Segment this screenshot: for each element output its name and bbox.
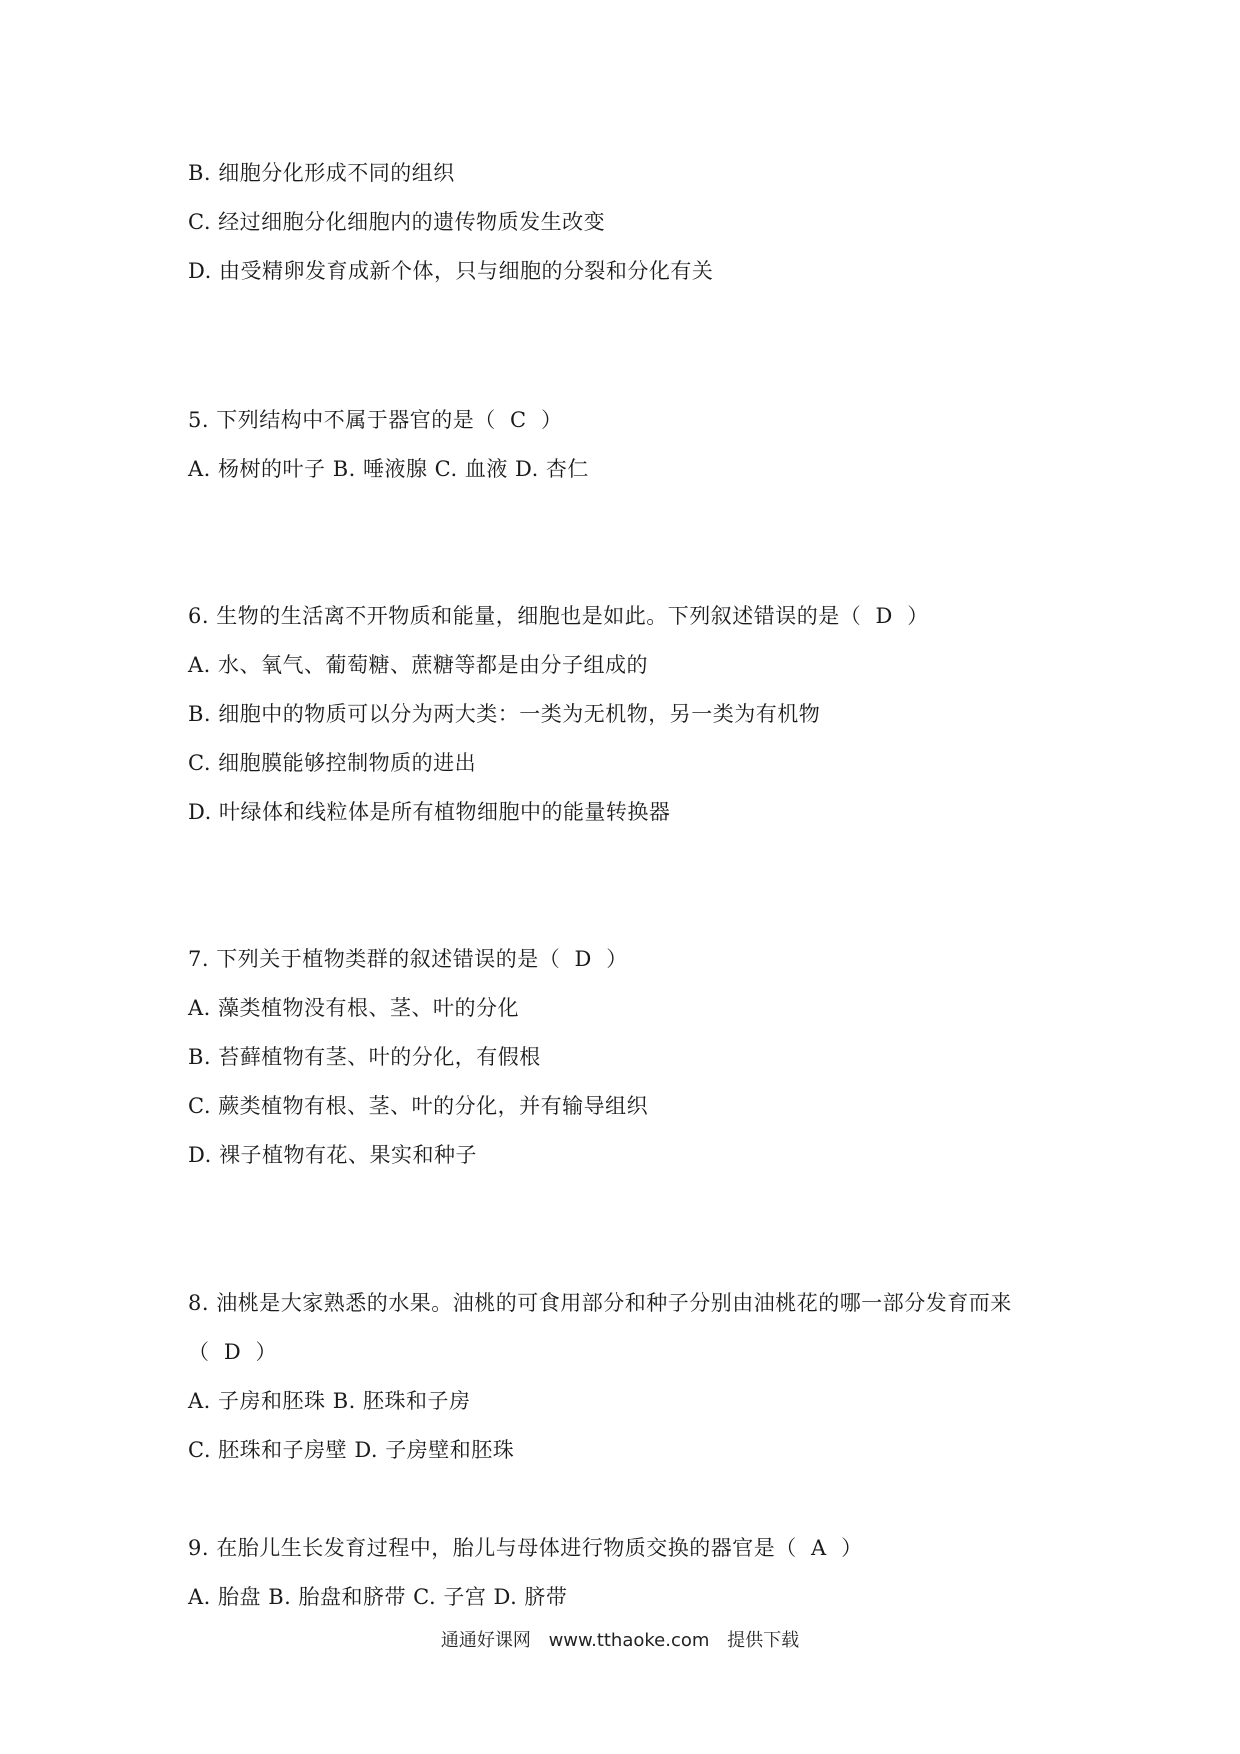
q5-options: A. 杨树的叶子 B. 唾液腺 C. 血液 D. 杏仁 xyxy=(188,457,589,481)
q4-option-d: D. 由受精卵发育成新个体，只与细胞的分裂和分化有关 xyxy=(188,259,714,283)
q7-option-a: A. 藻类植物没有根、茎、叶的分化 xyxy=(188,996,520,1020)
q6-option-a: A. 水、氧气、葡萄糖、蔗糖等都是由分子组成的 xyxy=(188,653,649,677)
page-footer xyxy=(0,1628,1240,1654)
q9-stem: 9. 在胎儿生长发育过程中，胎儿与母体进行物质交换的器官是（ A ） xyxy=(188,1536,863,1560)
q5-stem: 5. 下列结构中不属于器官的是（ C ） xyxy=(188,408,563,432)
q4-option-b: B. 细胞分化形成不同的组织 xyxy=(188,161,455,185)
q6-option-d: D. 叶绿体和线粒体是所有植物细胞中的能量转换器 xyxy=(188,800,671,824)
q8-stem: 8. 油桃是大家熟悉的水果。油桃的可食用部分和种子分别由油桃花的哪一部分发育而来 xyxy=(188,1291,1012,1315)
q8-options-line-1: A. 子房和胚珠 B. 胚珠和子房 xyxy=(188,1389,471,1413)
q6-option-b: B. 细胞中的物质可以分为两大类：一类为无机物，另一类为有机物 xyxy=(188,702,821,726)
q7-option-c: C. 蕨类植物有根、茎、叶的分化，并有输导组织 xyxy=(188,1094,649,1118)
q8-answer: （ D ） xyxy=(188,1340,278,1364)
q4-option-c: C. 经过细胞分化细胞内的遗传物质发生改变 xyxy=(188,210,606,234)
q9-options: A. 胎盘 B. 胎盘和脐带 C. 子宫 D. 脐带 xyxy=(188,1585,568,1609)
q8-options-line-2: C. 胚珠和子房壁 D. 子房壁和胚珠 xyxy=(188,1438,515,1462)
q7-option-d: D. 裸子植物有花、果实和种子 xyxy=(188,1143,477,1167)
footer-site-name: 通通好课网 xyxy=(440,1630,531,1651)
footer-note: 提供下载 xyxy=(727,1630,800,1651)
q7-stem: 7. 下列关于植物类群的叙述错误的是（ D ） xyxy=(188,947,628,971)
footer-url[interactable]: www.tthaoke.com xyxy=(548,1630,710,1651)
q6-stem: 6. 生物的生活离不开物质和能量，细胞也是如此。下列叙述错误的是（ D ） xyxy=(188,604,929,628)
q7-option-b: B. 苔藓植物有茎、叶的分化，有假根 xyxy=(188,1045,541,1069)
q6-option-c: C. 细胞膜能够控制物质的进出 xyxy=(188,751,477,775)
